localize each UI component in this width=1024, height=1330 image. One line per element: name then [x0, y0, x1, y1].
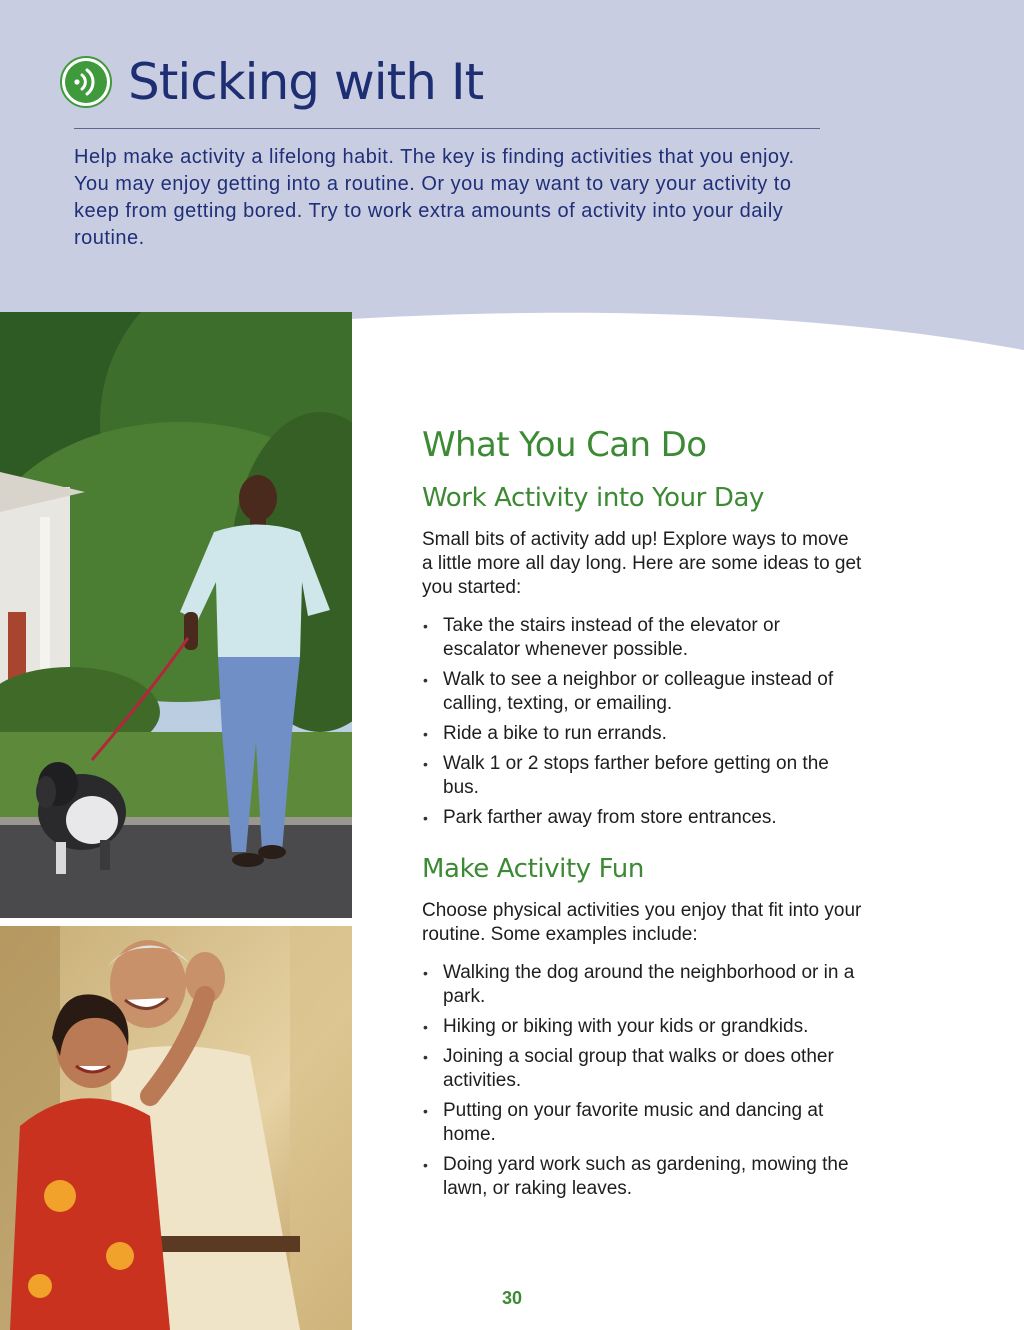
list-item: • Hiking or biking with your kids or grandkids.	[422, 1015, 862, 1039]
list-item: • Doing yard work such as gardening, mowing the lawn, or raking leaves.	[422, 1153, 862, 1201]
listening-waves-icon	[60, 56, 112, 108]
list-item: • Putting on your favorite music and dancing at home.	[422, 1099, 862, 1147]
page-title: Sticking with It	[128, 53, 484, 111]
list-item: • Walk to see a neighbor or colleague instead of calling, texting, or emailing.	[422, 668, 862, 716]
section-intro-work-activity: Small bits of activity add up! Explore ways to move a little more all day long. Here are some ideas to get you started:	[422, 529, 862, 598]
list-item: • Walking the dog around the neighborhood or in a park.	[422, 961, 862, 1009]
list-item: • Walk 1 or 2 stops farther before getting on the bus.	[422, 752, 862, 800]
title-row	[60, 52, 483, 112]
section-intro-make-activity-fun: Choose physical activities you enjoy that fit into your routine. Some examples include:	[422, 900, 862, 945]
page-number: 30	[501, 1288, 523, 1308]
intro-paragraph: Help make activity a lifelong habit. The key is finding activities that you enjoy. You may enjoy getting into a routine. Or you may want to vary your activity to keep from getting bored. Try to work extra amounts of activity into your daily routine.	[74, 146, 795, 249]
list-item: • Joining a social group that walks or does other activities.	[422, 1045, 862, 1093]
list-item: • Take the stairs instead of the elevator or escalator whenever possible.	[422, 614, 862, 662]
photo-man-walking-dog	[0, 312, 352, 918]
photo-couple-dancing	[0, 926, 352, 1330]
title-divider	[74, 128, 820, 129]
section-heading-work-activity: Work Activity into Your Day	[422, 483, 764, 513]
main-heading: What You Can Do	[422, 425, 707, 465]
list-item: • Park farther away from store entrances.	[422, 806, 862, 830]
list-item: • Ride a bike to run errands.	[422, 722, 862, 746]
section-heading-make-activity-fun: Make Activity Fun	[422, 854, 644, 884]
bullet-list-work-activity	[422, 614, 862, 830]
bullet-list-make-activity-fun	[422, 961, 862, 1201]
main-content	[422, 424, 862, 1207]
